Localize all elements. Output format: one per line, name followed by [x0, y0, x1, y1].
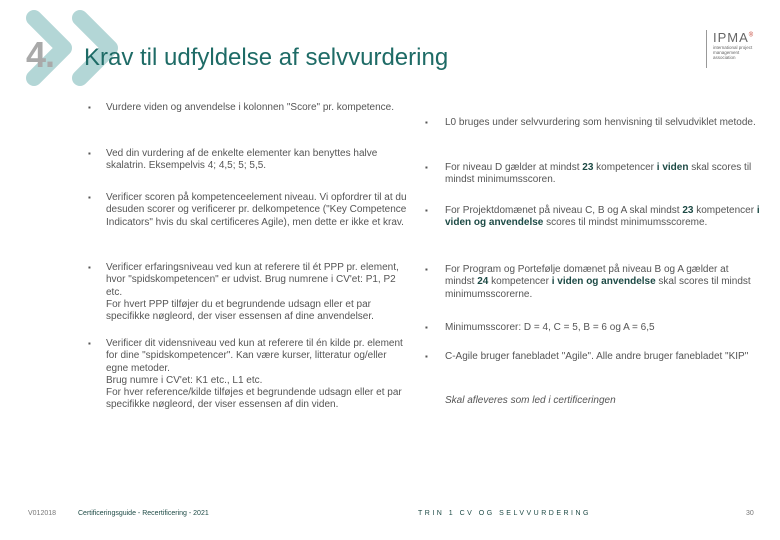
footer-guide: Certificeringsguide - Recertificering - 2021 [78, 510, 209, 517]
text-segment: For Projektdomænet på niveau C, B og A skal mindst [445, 205, 683, 216]
bullet-icon: ▪ [425, 352, 428, 361]
text-segment: Vurdere viden og anvendelse i kolonnen "Score" pr. kompetence. [106, 102, 395, 113]
bullet-icon: ▪ [88, 193, 91, 202]
text-segment: scores til mindst minimumsscoreme. [543, 217, 708, 229]
bullet-icon: ▪ [425, 323, 428, 332]
section-number: 4. [26, 34, 55, 75]
bullet-text [106, 192, 411, 229]
bullet-text [445, 117, 760, 129]
bullet-icon: ▪ [425, 265, 428, 274]
logo-reg: ® [748, 32, 755, 39]
text-segment: skal scores til mindst minimumsscoren. [445, 162, 752, 186]
bullet-text [445, 264, 760, 301]
text-segment: Ved din vurdering af de enkelte elementer kan benyttes halve skalatrin. Eksempelvis 4; 4,5; 5; 5,5. [106, 148, 378, 172]
bold-text: i viden [656, 162, 689, 173]
bullet-icon: ▪ [88, 263, 91, 272]
bullet-icon: ▪ [88, 339, 91, 348]
bullet-text [106, 338, 411, 412]
bullet-icon: ▪ [425, 118, 428, 127]
bullet-icon: ▪ [88, 103, 91, 112]
bullet-text [106, 102, 411, 114]
footer-version: V012018 [28, 510, 57, 517]
bullet-text [445, 162, 760, 187]
text-segment: Verificer dit vidensniveau ved kun at referere til én kilde pr. element for dine "spidskompetencer". Kan være kurser, litteratur og/eller egne metoder. Brug numre i CV'et: K1 etc., L1 etc. For hver reference/kilde tilføjes et begrundende udsagn eller et par specifikke nøgleord, der viser essensen af din viden. [106, 338, 403, 411]
logo-brand: IPMA [713, 30, 749, 45]
bullet-text [106, 148, 411, 173]
text-segment: Verificer erfaringsniveau ved kun at referere til ét PPP pr. element, hvor "spidskompetencen" er udvist. Brug numrene i CV'et: P1, P2 etc. For hvert PPP tilføjer du et begrundende udsagn eller et par specifikke nøgleord, der viser essensen af dine anvendelser. [106, 262, 399, 323]
bullet-text [445, 205, 760, 230]
footer-section: TRIN 1 CV OG SELVVURDERING [418, 510, 592, 517]
bullet-text [106, 262, 411, 323]
bold-text: i viden og anvendelse [445, 205, 760, 229]
bold-text: 23 [582, 162, 594, 173]
bullet-icon: ▪ [425, 163, 428, 172]
bullet-icon: ▪ [425, 206, 428, 215]
logo-sub: international project management association [713, 45, 753, 60]
bold-text: 23 [682, 205, 694, 216]
text-segment: C-Agile bruger fanebladet "Agile". Alle andre bruger fanebladet "KIP" [445, 351, 749, 362]
bullet-text [445, 322, 760, 334]
text-segment: For Program og Portefølje domænet på niveau B og A gælder at mindst [445, 264, 729, 288]
bullet-text [445, 351, 760, 363]
note-text: Skal afleveres som led i certificeringen [445, 395, 616, 406]
text-segment: skal scores til mindst minimumsscorerne. [445, 276, 751, 300]
text-segment: kompetencer [593, 162, 657, 173]
bold-text: i viden og anvendelse [551, 276, 656, 288]
text-segment: For niveau D gælder at mindst [445, 162, 583, 173]
footer-page: 30 [746, 510, 754, 517]
text-segment: Verificer scoren på kompetenceelement niveau. Vi opfordrer til at du desuden scorer og verificerer pr. delkompetence ("Key Competence Indicators" hvis du skal certificeres Agile), men dette er ikke et krav. [106, 192, 407, 228]
text-segment: Minimumsscorer: D = 4, C = 5, B = 6 og A = 6,5 [445, 322, 655, 333]
bold-text: 24 [477, 276, 489, 288]
bullet-icon: ▪ [88, 149, 91, 158]
ipma-logo [706, 30, 754, 68]
page-title: Krav til udfyldelse af selvvurdering [84, 44, 449, 71]
text-segment: kompetencer [693, 205, 757, 216]
text-segment: L0 bruges under selvvurdering som henvisning til selvudviklet metode. [445, 117, 756, 128]
text-segment: kompetencer [488, 276, 552, 288]
